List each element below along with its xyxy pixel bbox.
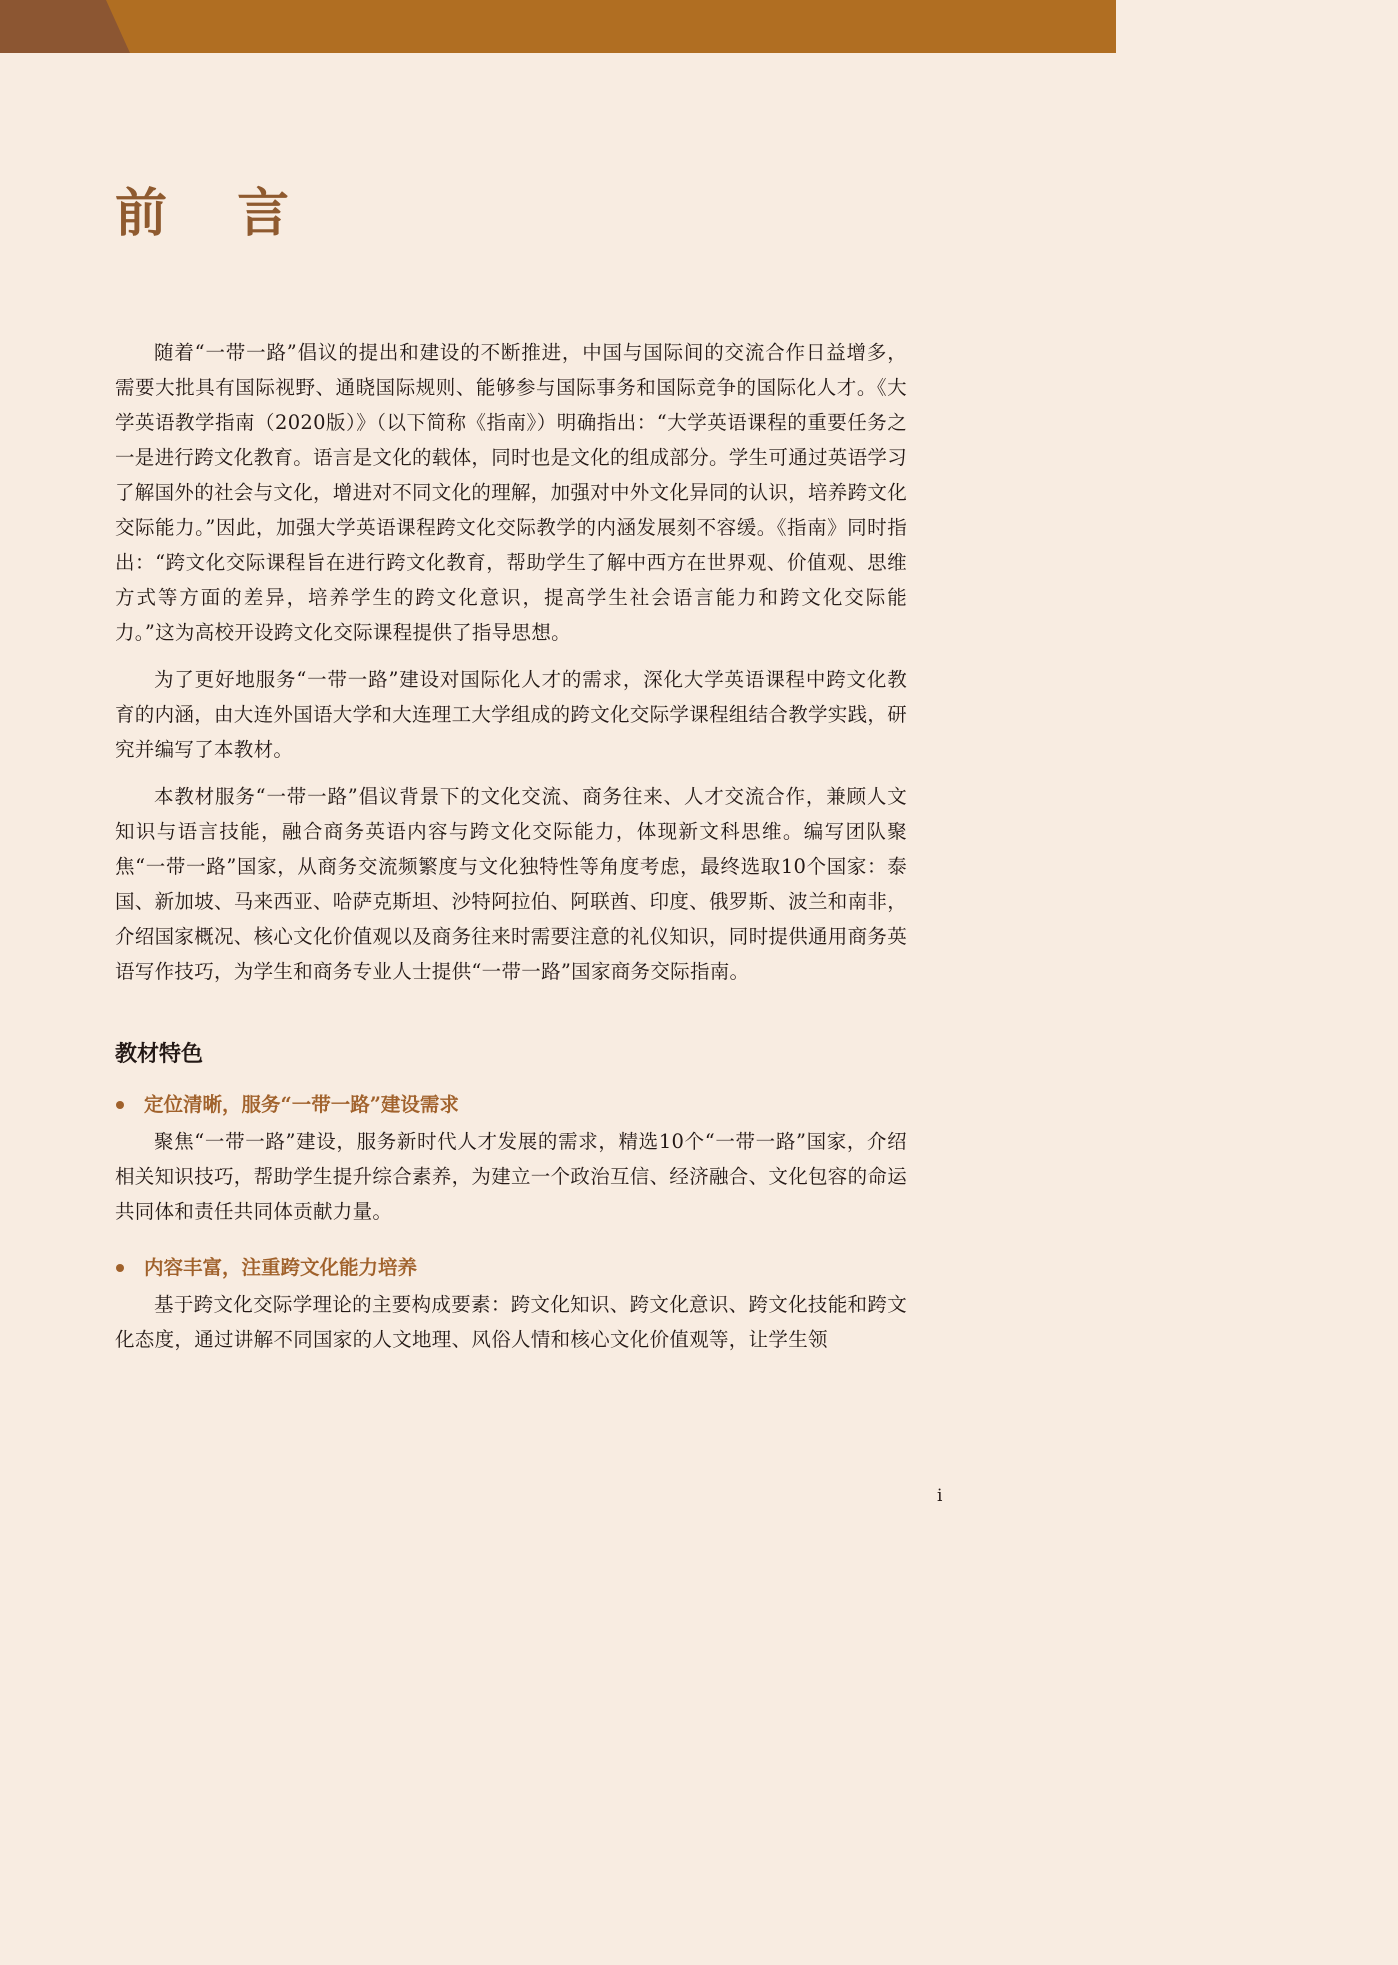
feature-title	[115, 1251, 907, 1285]
body-text	[115, 335, 907, 1357]
feature-text: 聚焦“一带一路”建设，服务新时代人才发展的需求，精选10个“一带一路”国家，介绍相关知识技巧，帮助学生提升综合素养，为建立一个政治互信、经济融合、文化包容的命运共同体和责任共同体贡献力量。	[115, 1130, 908, 1223]
feature-item	[115, 1251, 907, 1357]
feature-title-text: 内容丰富，注重跨文化能力培养	[144, 1256, 418, 1279]
page-number: i	[937, 1486, 943, 1506]
feature-title-text: 定位清晰，服务“一带一路”建设需求	[144, 1093, 459, 1116]
section-heading-features: 教材特色	[115, 1042, 204, 1067]
feature-title	[115, 1088, 907, 1122]
bullet-icon	[116, 1101, 124, 1109]
paragraph-content: 本教材服务“一带一路”倡议背景下的文化交流、商务往来、人才交流合作，兼顾人文知识与语言技能，融合商务英语内容与跨文化交际能力，体现新文科思维。编写团队聚焦“一带一路”国家，从商务交流频繁度与文化独特性等角度考虑，最终选取10个国家：泰国、新加坡、马来西亚、哈萨克斯坦、沙特阿拉伯、阿联酋、印度、俄罗斯、波兰和南非，介绍国家概况、核心文化价值观以及商务往来时需要注意的礼仪知识，同时提供通用商务英语写作技巧，为学生和商务专业人士提供“一带一路”国家商务交际指南。	[115, 785, 908, 983]
paragraph-purpose: 为了更好地服务“一带一路”建设对国际化人才的需求，深化大学英语课程中跨文化教育的内涵，由大连外国语大学和大连理工大学组成的跨文化交际学课程组结合教学实践，研究并编写了本教材。	[115, 668, 908, 761]
header-band	[0, 0, 1116, 53]
bullet-icon	[116, 1264, 124, 1272]
feature-item	[115, 1088, 907, 1229]
feature-text: 基于跨文化交际学理论的主要构成要素：跨文化知识、跨文化意识、跨文化技能和跨文化态度，通过讲解不同国家的人文地理、风俗人情和核心文化价值观等，让学生领	[115, 1293, 907, 1351]
page-title: 前 言	[115, 184, 316, 244]
paragraph-intro: 随着“一带一路”倡议的提出和建设的不断推进，中国与国际间的交流合作日益增多，需要大批具有国际视野、通晓国际规则、能够参与国际事务和国际竞争的国际化人才。《大学英语教学指南（2020版）》（以下简称《指南》）明确指出：“大学英语课程的重要任务之一是进行跨文化教育。语言是文化的载体，同时也是文化的组成部分。学生可通过英语学习了解国外的社会与文化，增进对不同文化的理解，加强对中外文化异同的认识，培养跨文化交际能力。”因此，加强大学英语课程跨文化交际教学的内涵发展刻不容缓。《指南》同时指出：“跨文化交际课程旨在进行跨文化教育，帮助学生了解中西方在世界观、价值观、思维方式等方面的差异，培养学生的跨文化意识，提高学生社会语言能力和跨文化交际能力。”这为高校开设跨文化交际课程提供了指导思想。	[115, 341, 908, 644]
